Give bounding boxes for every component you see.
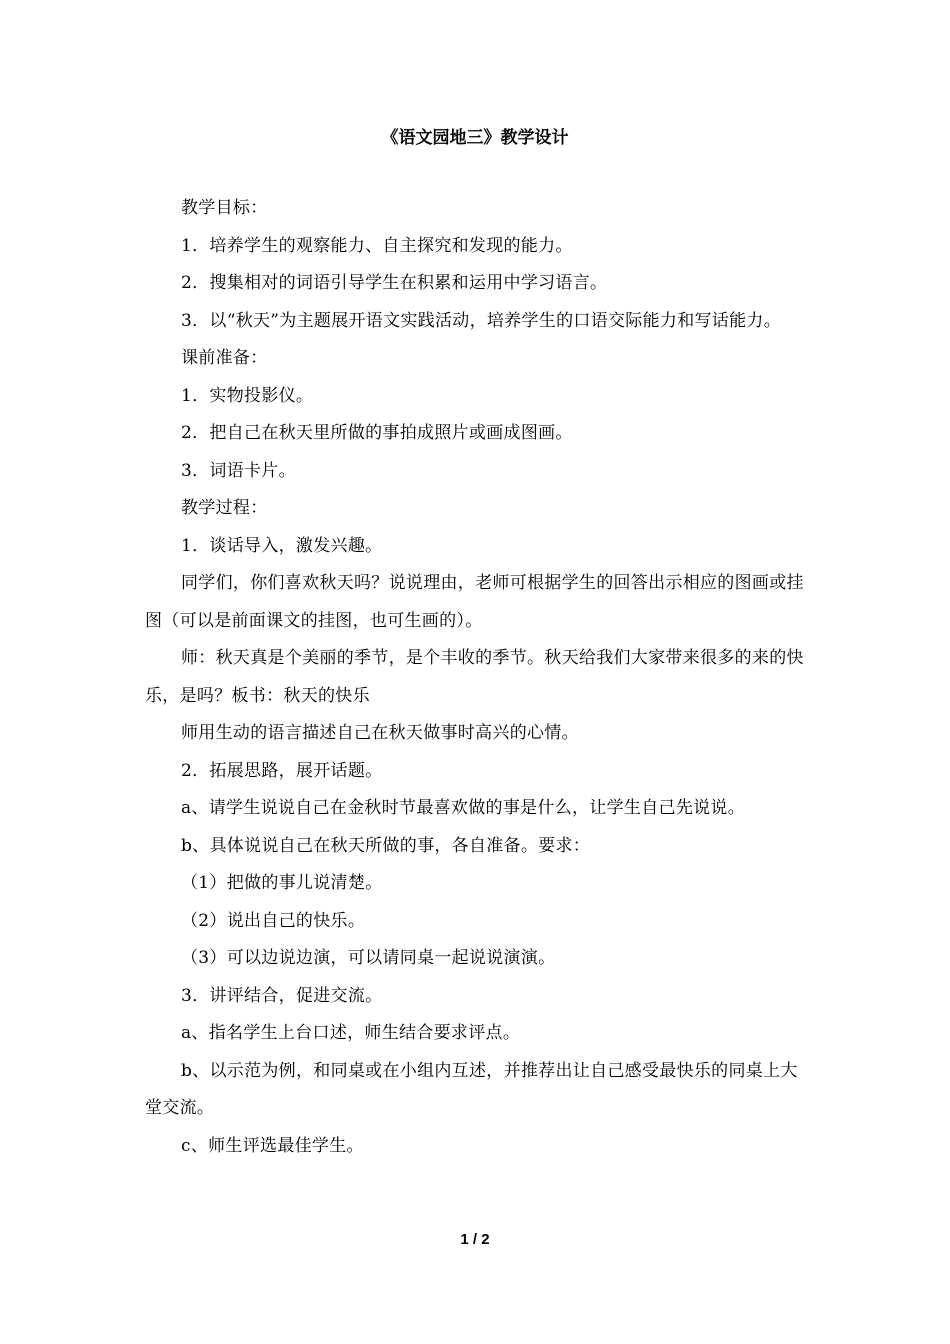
body-paragraph: b、具体说说自己在秋天所做的事，各自准备。要求： xyxy=(181,835,591,856)
document-title: 《语文园地三》教学设计 xyxy=(381,128,569,148)
document-body xyxy=(145,190,810,1165)
body-paragraph: b、以示范为例，和同桌或在小组内互述，并推荐出让自己感受最快乐的同桌上大堂交流。 xyxy=(145,1060,798,1118)
preparation-item: 2．把自己在秋天里所做的事拍成照片或画成图画。 xyxy=(181,423,573,443)
section-heading-preparation: 课前准备： xyxy=(181,348,268,368)
process-step: 2．拓展思路，展开话题。 xyxy=(181,760,383,781)
requirement-item: （2）说出自己的快乐。 xyxy=(181,910,366,931)
body-paragraph: 师：秋天真是个美丽的季节，是个丰收的季节。秋天给我们大家带来很多的来的快乐，是吗？板书：秋天的快乐 xyxy=(145,648,804,706)
page-number: 1 / 2 xyxy=(460,1231,490,1248)
process-step: 1．谈话导入，激发兴趣。 xyxy=(181,535,383,556)
preparation-item: 1．实物投影仪。 xyxy=(181,385,314,406)
objective-item: 2．搜集相对的词语引导学生在积累和运用中学习语言。 xyxy=(181,273,608,293)
body-paragraph: a、请学生说说自己在金秋时节最喜欢做的事是什么，让学生自己先说说。 xyxy=(181,798,746,818)
section-heading-process: 教学过程： xyxy=(181,498,268,518)
process-step: 3．讲评结合，促进交流。 xyxy=(181,985,383,1006)
preparation-item: 3．词语卡片。 xyxy=(181,460,296,481)
body-paragraph: c、师生评选最佳学生。 xyxy=(181,1135,364,1156)
section-heading-objectives: 教学目标： xyxy=(181,198,268,218)
requirement-item: （1）把做的事儿说清楚。 xyxy=(181,873,383,893)
body-paragraph: a、指名学生上台口述，师生结合要求评点。 xyxy=(181,1023,521,1043)
objective-item: 3．以“秋天”为主题展开语文实践活动，培养学生的口语交际能力和写话能力。 xyxy=(181,310,781,331)
body-paragraph: 师用生动的语言描述自己在秋天做事时高兴的心情。 xyxy=(181,723,579,743)
objective-item: 1．培养学生的观察能力、自主探究和发现的能力。 xyxy=(181,235,573,256)
requirement-item: （3）可以边说边演，可以请同桌一起说说演演。 xyxy=(181,948,556,968)
body-paragraph: 同学们，你们喜欢秋天吗？说说理由，老师可根据学生的回答出示相应的图画或挂图（可以是前面课文的挂图，也可生画的）。 xyxy=(145,573,804,631)
